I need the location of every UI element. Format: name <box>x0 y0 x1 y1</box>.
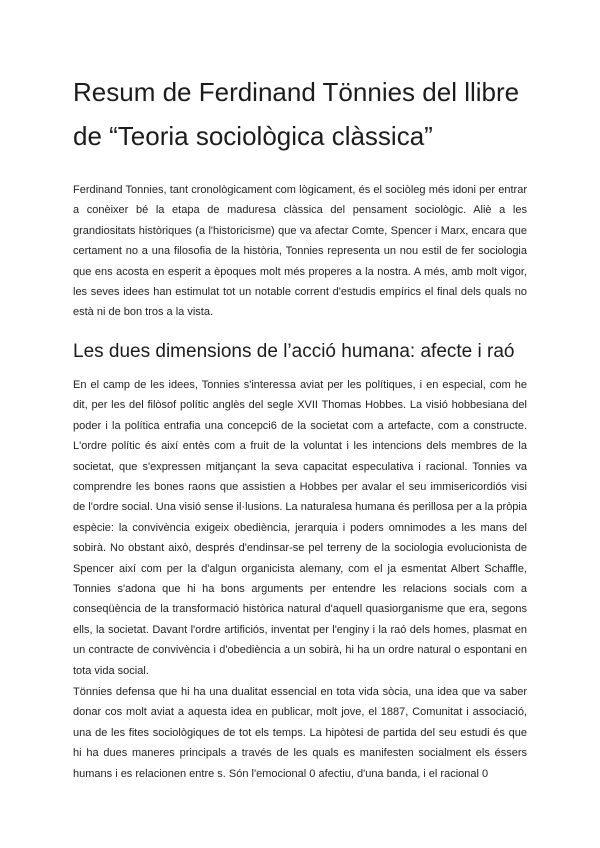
section-paragraph-2: Tönnies defensa que hi ha una dualitat essencial en tota vida sòcia, una idea que va saber donar cos molt aviat a aquesta idea en publicar, molt jove, el 1887, Comunitat i associació, una de les fites sociològiques de tot els temps. La hipòtesi de partida del seu estudi és que hi ha dues maneres principals a través de les quals es manifesten socialment els éssers humans i es relacionen entre s. Són l'emocional 0 afectiu, d'una banda, i el racional 0 <box>73 686 527 780</box>
intro-paragraph: Ferdinand Tonnies, tant cronològicament com lògicament, és el sociòleg més idoni per entrar a conèixer bé la etapa de maduresa clàssica del pensament sociològic. Aliè a les grandiositats històriques (a l'historicisme) que va afectar Comte, Spencer i Marx, encara que certament no a una filosofia de la història, Tonnies representa un nou estil de fer sociologia que ens acosta en esperit a èpoques molt més properes a la nostra. A més, amb molt vigor, les seves idees han estimulat tot un notable corrent d'estudis empírics el final dels quals no està ni de bon tros a la vista. <box>73 184 527 319</box>
document-title: Resum de Ferdinand Tönnies del llibre de “Teoria sociològica clàssica” <box>73 77 520 151</box>
section-paragraph-1: En el camp de les idees, Tonnies s'interessa aviat per les polítiques, i en especial, com he dit, per les del filòsof polític anglès del segle XVII Thomas Hobbes. La visió hobbesiana del poder i la política entrafia una concepci6 de la societat com a artefacte, com a constructe. L'ordre polític és així entès com a fruit de la voluntat i les intencions dels membres de la societat, que s'expressen mitjançant la seva capacitat especulativa i racional. Tonnies va comprendre les bones raons que assistien a Hobbes per avalar el seu immisericordiós visi de l'ordre social. Una visió sense il·lusions. La naturalesa humana és perillosa per a la pròpia espècie: la convivència exigeix obediència, jerarquia i poders omnimodes a les mans del sobirà. No obstant això, després d'endinsar-se pel terreny de la sociologia evolucionista de Spencer així com per la d'algun organicista alemany, com el ja esmentat Albert Schaffle, Tonnies s'adona que hi ha bons arguments per entendre les relacions socials com a conseqüència de la transformació històrica natural d'aquell quasiorganisme que era, segons ells, la societat. Davant l'ordre artificiós, inventat per l'enginy i la raó dels homes, plasmat en un contracte de convivència i d'obediència a un sobirà, hi ha un ordre natural o espontani en tota vida social. <box>73 379 527 677</box>
section-heading: Les dues dimensions de l’acció humana: afecte i raó <box>73 341 515 362</box>
